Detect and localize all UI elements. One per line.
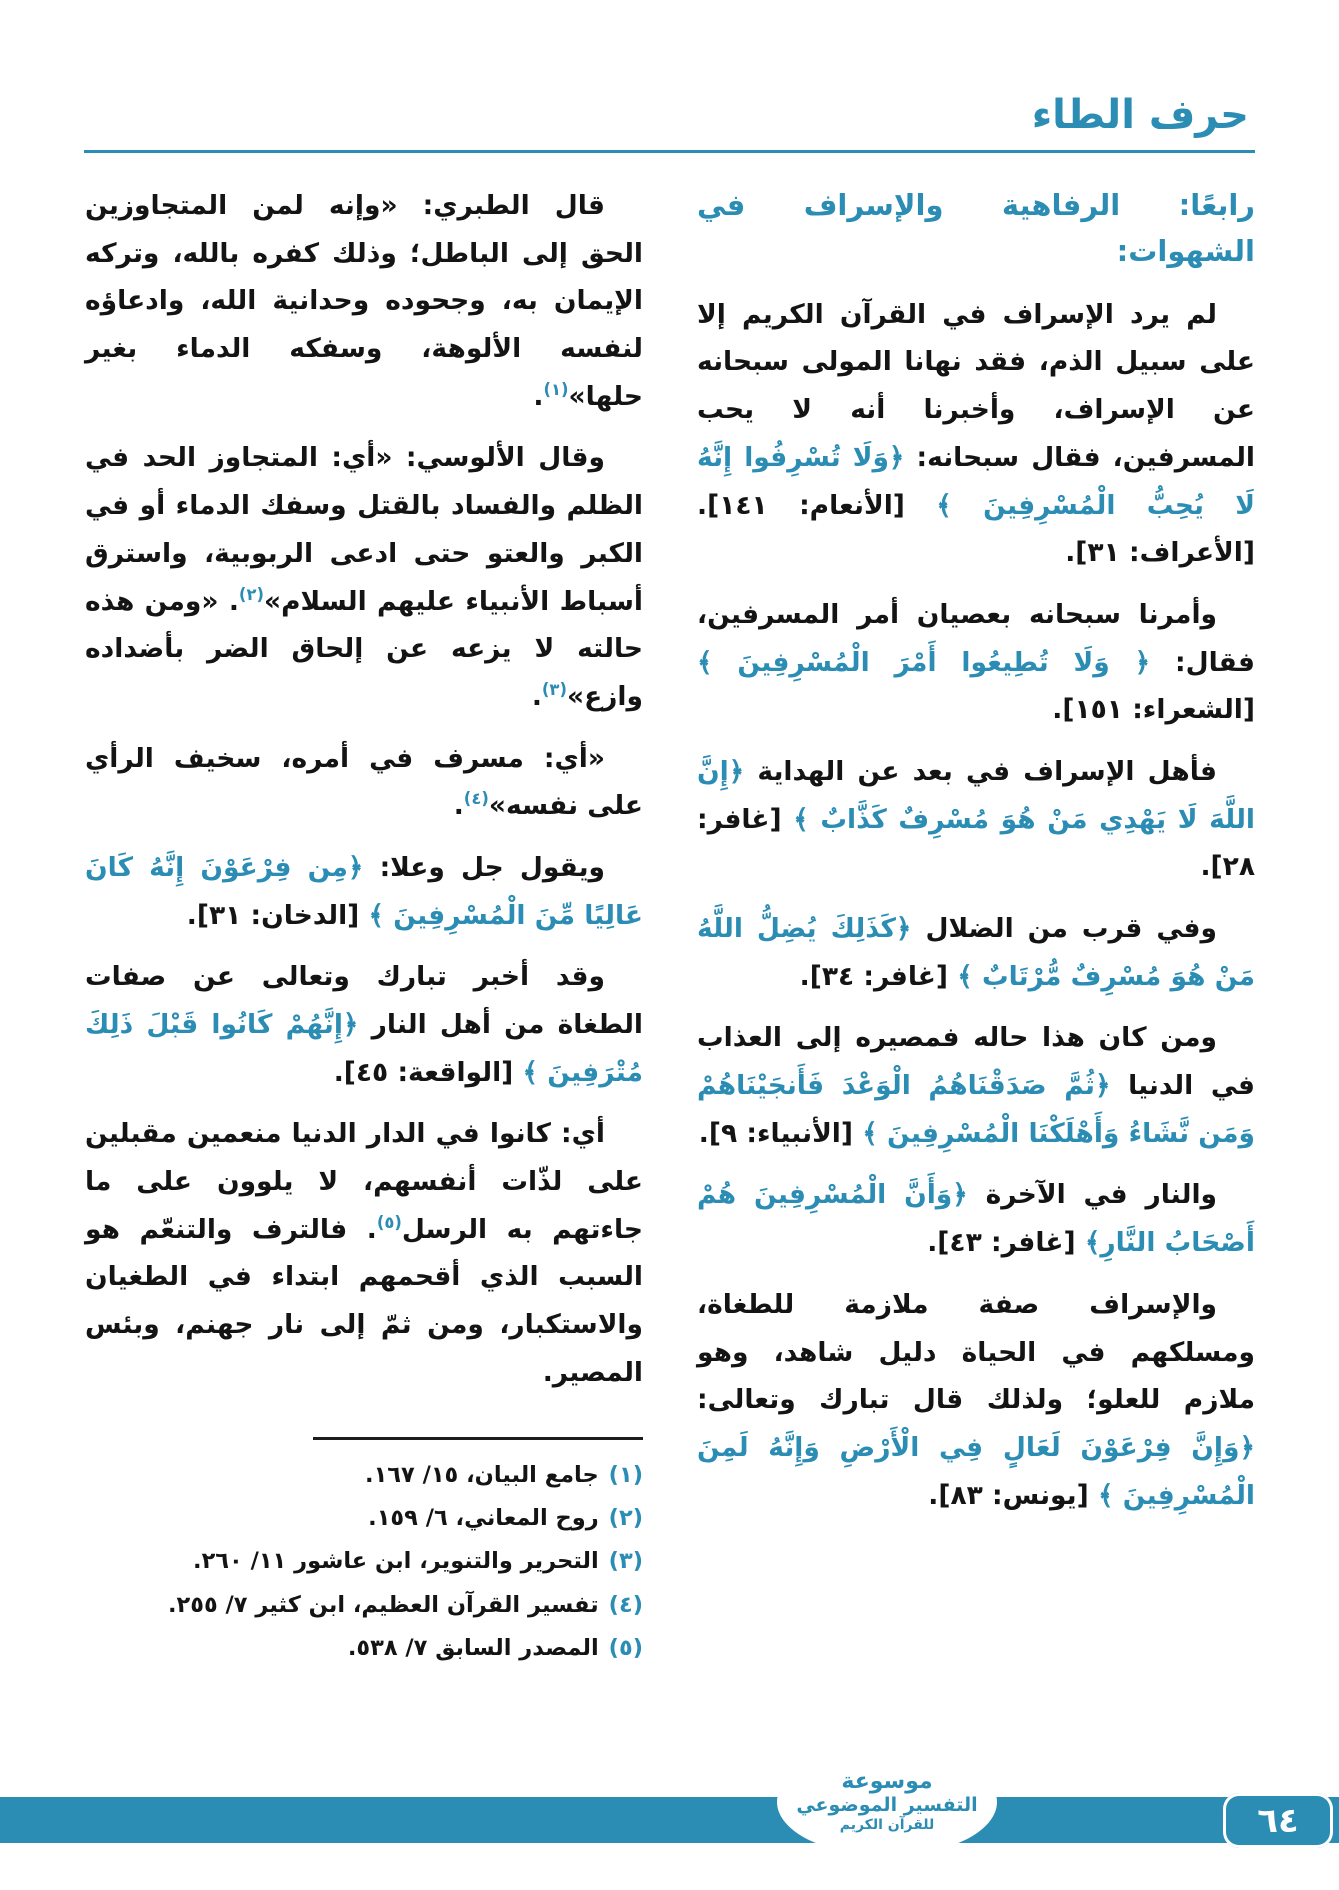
footnote-marker: (٢) (238, 584, 264, 604)
footnote-text: المصدر السابق ٧/ ٥٣٨. (347, 1635, 599, 1661)
footnote-number: (٣) (608, 1548, 643, 1575)
header-rule (84, 150, 1255, 153)
footnote-item (85, 1629, 643, 1668)
footnote-text: روح المعاني، ٦/ ١٥٩. (368, 1504, 599, 1531)
quran-quote: ﴿إِنَّ اللَّهَ لَا يَهْدِي مَنْ هُوَ مُسْرِفٌ كَذَّابٌ ﴾ (697, 755, 1256, 835)
emblem-line-1: موسوعة (841, 1769, 933, 1795)
page-number-badge (1223, 1793, 1333, 1848)
body-text: . (533, 380, 544, 412)
verse-reference: [غافر: ٣٤]. (799, 960, 958, 992)
left-column-blocks (85, 182, 643, 1397)
page-content (84, 182, 1255, 1672)
paragraph (697, 748, 1255, 891)
body-text: وقد أخبر تبارك وتعالى عن صفات الطغاة من أهل النار (85, 961, 643, 1040)
quran-quote: ﴿ وَلَا تُطِيعُوا أَمْرَ الْمُسْرِفِينَ ﴾ (697, 646, 1151, 678)
series-emblem (779, 1750, 995, 1854)
paragraph (85, 1110, 643, 1396)
quran-quote: ﴿إِنَّهُمْ كَانُوا قَبْلَ ذَلِكَ مُتْرَفِينَ ﴾ (85, 1009, 643, 1088)
paragraph (85, 735, 643, 830)
body-text: . (531, 680, 542, 712)
footnote-marker: (٥) (376, 1212, 402, 1232)
verse-reference: [غافر: ٤٣]. (927, 1227, 1085, 1259)
paragraph (85, 953, 643, 1096)
footnote-marker: (٣) (541, 680, 567, 700)
body-text: «أي: مسرف في أمره، سخيف الرأي على نفسه» (85, 742, 643, 822)
body-text: . «ومن هذه حالته لا يزعه عن إلحاق الضر بأضداده وازع» (85, 585, 643, 712)
body-text: فأهل الإسراف في بعد عن الهداية (744, 755, 1217, 787)
verse-reference: [الأنعام: ١٤١]. [الأعراف: ٣١]. (697, 489, 1255, 569)
body-text: قال الطبري: «وإنه لمن المتجاوزين الحق إلى الباطل؛ وذلك كفره بالله، وتركه الإيمان به، وجحوده وحدانية الله، وادعاؤه لنفسه الألوهة، وسفكه الدماء بغير حلها» (85, 190, 643, 412)
chapter-title: حرف الطاء (1031, 92, 1249, 138)
emblem-line-3: للقرآن الكريم (839, 1817, 935, 1834)
paragraph (697, 291, 1255, 577)
verse-reference: [الشعراء: ١٥١]. (1052, 694, 1255, 726)
body-text: ويقول جل وعلا: (363, 851, 606, 883)
footnote-text: تفسير القرآن العظيم، ابن كثير ٧/ ٢٥٥. (167, 1591, 599, 1618)
section-heading: رابعًا: الرفاهية والإسراف في الشهوات: (697, 188, 1255, 269)
footnote-text: جامع البيان، ١٥/ ١٦٧. (365, 1461, 599, 1488)
right-column-blocks (697, 291, 1255, 1520)
footnote-marker: (٤) (463, 789, 489, 809)
verse-reference: [الواقعة: ٤٥]. (333, 1056, 523, 1088)
footnote-number: (٥) (608, 1635, 643, 1661)
footer-bar (0, 1797, 1339, 1843)
body-text: وقال الألوسي: «أي: المتجاوز الحد في الظلم والفساد بالقتل وسفك الدماء أو في الكبر والعتو حتى ادعى الربوبية، واسترق أسباط الأنبياء عليهم السلام» (85, 442, 643, 617)
page-number: ٦٤ (1257, 1800, 1299, 1841)
body-text: لم يرد الإسراف في القرآن الكريم إلا على سبيل الذم، فقد نهانا المولى سبحانه عن الإسراف، وأخبرنا أنه لا يحب المسرفين، فقال سبحانه: (697, 298, 1255, 473)
footnote-item (85, 1456, 643, 1495)
body-text: . فالترف والتنعّم هو السبب الذي أقحمهم ابتداء في الطغيان والاستكبار، ومن ثمّ إلى نار جهنم، وبئس المصير. (85, 1213, 643, 1388)
body-text: وفي قرب من الضلال (911, 913, 1217, 945)
footnote-number: (٤) (608, 1591, 643, 1618)
footnote-separator (313, 1437, 643, 1440)
body-text: والإسراف صفة ملازمة للطغاة، ومسلكهم في الحياة دليل شاهد، وهو ملازم للعلو؛ ولذلك قال تبارك وتعالى: (697, 1288, 1255, 1416)
quran-quote: ﴿وَإِنَّ فِرْعَوْنَ لَعَالٍ فِي الْأَرْضِ وَإِنَّهُ لَمِنَ الْمُسْرِفِينَ ﴾ (697, 1431, 1255, 1511)
paragraph (85, 182, 643, 420)
footnote-number: (١) (608, 1461, 643, 1488)
quran-quote: ﴿وَلَا تُسْرِفُوا إِنَّهُ لَا يُحِبُّ الْمُسْرِفِينَ ﴾ (697, 441, 1255, 521)
right-column (697, 182, 1255, 1533)
paragraph (85, 844, 643, 939)
body-text: وأمرنا سبحانه بعصيان أمر المسرفين، فقال: (697, 598, 1255, 678)
left-column (85, 182, 643, 1672)
paragraph (697, 591, 1255, 734)
emblem-line-2: التفسير الموضوعي (796, 1794, 978, 1817)
footnotes-section (85, 1437, 643, 1669)
footnote-text: التحرير والتنوير، ابن عاشور ١١/ ٢٦٠. (193, 1548, 599, 1575)
verse-reference: [يونس: ٨٣]. (928, 1479, 1098, 1511)
footnote-list (85, 1456, 643, 1669)
footnote-item (85, 1542, 643, 1581)
footnote-marker: (١) (543, 379, 569, 399)
quran-quote: ﴿وَأَنَّ الْمُسْرِفِينَ هُمْ أَصْحَابُ النَّارِ﴾ (697, 1179, 1255, 1259)
body-text: ومن كان هذا حاله فمصيره إلى العذاب في الدنيا (697, 1022, 1255, 1102)
quran-quote: ﴿ثُمَّ صَدَقْنَاهُمُ الْوَعْدَ فَأَنجَيْنَاهُمْ وَمَن نَّشَاءُ وَأَهْلَكْنَا الْمُسْرِفِينَ ﴾ (697, 1070, 1255, 1149)
quran-quote: ﴿مِن فِرْعَوْنَ إِنَّهُ كَانَ عَالِيًا مِّنَ الْمُسْرِفِينَ ﴾ (85, 851, 643, 931)
footnote-number: (٢) (608, 1504, 643, 1531)
footnote-item (85, 1586, 643, 1625)
paragraph (697, 1014, 1255, 1157)
footnote-item (85, 1499, 643, 1538)
body-text: والنار في الآخرة (967, 1179, 1217, 1211)
verse-reference: [غافر: ٢٨]. (697, 803, 1255, 883)
verse-reference: [الأنبياء: ٩]. (698, 1117, 863, 1149)
body-text: . (453, 790, 464, 822)
paragraph (697, 905, 1255, 1000)
body-text: أي: كانوا في الدار الدنيا منعمين مقبلين على لذّات أنفسهم، لا يلوون على ما جاءتهم به الرسل (85, 1118, 643, 1245)
quran-quote: ﴿كَذَلِكَ يُضِلُّ اللَّهُ مَنْ هُوَ مُسْرِفٌ مُّرْتَابٌ ﴾ (697, 913, 1255, 992)
verse-reference: [الدخان: ٣١]. (186, 899, 369, 931)
paragraph (85, 434, 643, 720)
paragraph (697, 1281, 1255, 1519)
paragraph (697, 1171, 1255, 1266)
